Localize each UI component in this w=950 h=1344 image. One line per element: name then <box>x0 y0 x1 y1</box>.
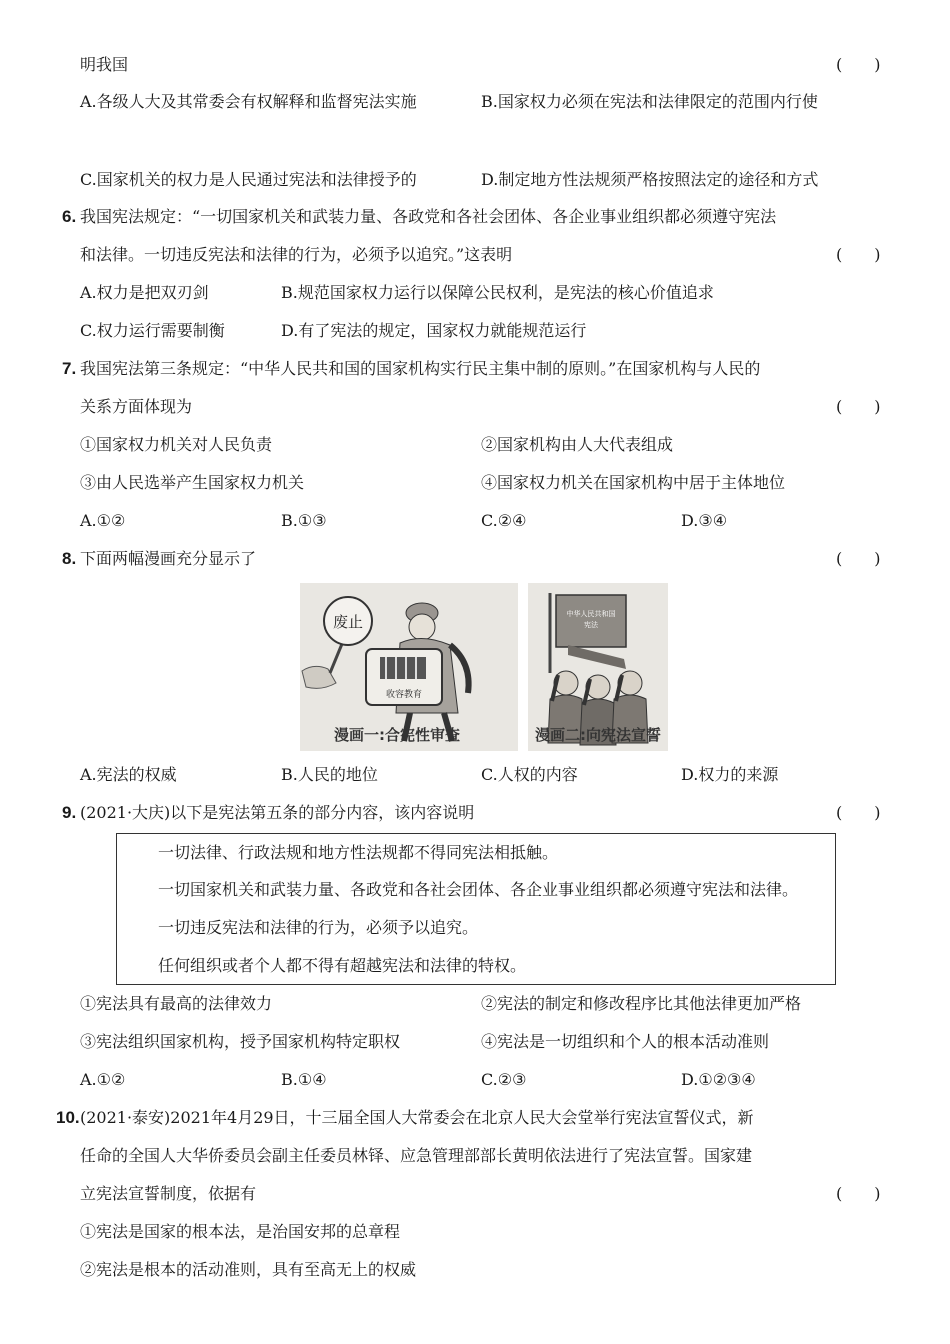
abolish-sign-text: 废止 <box>332 613 364 631</box>
q5-option-c: C.国家机关的权力是人民通过宪法和法律授予的 <box>80 170 417 189</box>
q6-stem-line1: 我国宪法规定：“一切国家机关和武装力量、各政党和各社会团体、各企业事业组织都必须遵守宪法 <box>80 207 777 226</box>
detention-box-label: 收容教育 <box>385 690 423 700</box>
q10-stem-line2: 任命的全国人大华侨委员会副主任委员林铎、应急管理部部长黄明依法进行了宪法宣誓。国家建 <box>80 1146 753 1165</box>
cartoon-1-caption: 漫画一:合宪性审查 <box>334 726 460 744</box>
q6-option-b: B.规范国家权力运行以保障公民权利，是宪法的核心价值追求 <box>281 283 714 302</box>
q8-stem: 下面两幅漫画充分显示了 <box>80 549 257 568</box>
q9-option-b: B.①④ <box>281 1070 327 1089</box>
q5-option-d: D.制定地方性法规须严格按照法定的途径和方式 <box>481 170 819 189</box>
q10-number: 10. <box>56 1108 80 1127</box>
q5-stem-tail: 明我国 <box>80 55 129 74</box>
q8-option-d: D.权力的来源 <box>681 765 779 784</box>
constitution-book-subtitle: 宪法 <box>584 621 598 629</box>
q9-stem: (2021·大庆)以下是宪法第五条的部分内容，该内容说明 <box>80 803 475 822</box>
q6-answer-bracket[interactable]: ( ) <box>836 245 881 264</box>
q10-stem-line1: (2021·泰安)2021年4月29日，十三届全国人大常委会在北京人民大会堂举行宪法宣誓仪式，新 <box>80 1108 754 1127</box>
q10-item-1: ①宪法是国家的根本法，是治国安邦的总章程 <box>80 1222 401 1241</box>
q9-item-3: ③宪法组织国家机构，授予国家机构特定职权 <box>80 1032 401 1051</box>
q8-number: 8. <box>62 549 77 568</box>
cartoon-2-caption: 漫画二:向宪法宣誓 <box>535 726 661 744</box>
q7-item-4: ④国家权力机关在国家机构中居于主体地位 <box>481 473 786 492</box>
q7-number: 7. <box>62 359 77 378</box>
q8-option-b: B.人民的地位 <box>281 765 378 784</box>
q7-option-b: B.①③ <box>281 511 327 530</box>
q9-quote-line1: 一切法律、行政法规和地方性法规都不得同宪法相抵触。 <box>158 843 559 862</box>
q9-option-a: A.①② <box>80 1070 126 1089</box>
q5-answer-bracket[interactable]: ( ) <box>836 55 881 74</box>
q10-answer-bracket[interactable]: ( ) <box>836 1184 881 1203</box>
q6-stem-line2: 和法律。一切违反宪法和法律的行为，必须予以追究。”这表明 <box>80 245 513 264</box>
q7-item-3: ③由人民选举产生国家权力机关 <box>80 473 305 492</box>
q9-answer-bracket[interactable]: ( ) <box>836 803 881 822</box>
q6-option-c: C.权力运行需要制衡 <box>80 321 225 340</box>
q8-answer-bracket[interactable]: ( ) <box>836 549 881 568</box>
q9-quote-line2: 一切国家机关和武装力量、各政党和各社会团体、各企业事业组织都必须遵守宪法和法律。 <box>158 880 799 899</box>
constitution-book-title: 中华人民共和国 <box>566 610 616 618</box>
q7-stem-line2: 关系方面体现为 <box>80 397 193 416</box>
q9-item-1: ①宪法具有最高的法律效力 <box>80 994 273 1013</box>
q7-option-d: D.③④ <box>681 511 728 530</box>
q10-stem-line3: 立宪法宣誓制度，依据有 <box>80 1184 257 1203</box>
q7-answer-bracket[interactable]: ( ) <box>836 397 881 416</box>
q9-option-d: D.①②③④ <box>681 1070 756 1089</box>
q6-number: 6. <box>62 207 77 226</box>
q5-option-b: B.国家权力必须在宪法和法律限定的范围内行使 <box>481 92 818 111</box>
q7-item-1: ①国家权力机关对人民负责 <box>80 435 273 454</box>
q7-option-c: C.②④ <box>481 511 527 530</box>
q7-item-2: ②国家机构由人大代表组成 <box>481 435 674 454</box>
q7-stem-line1: 我国宪法第三条规定：“中华人民共和国的国家机构实行民主集中制的原则。”在国家机构与人民的 <box>80 359 761 378</box>
q10-item-2: ②宪法是根本的活动准则，具有至高无上的权威 <box>80 1260 417 1279</box>
q8-option-c: C.人权的内容 <box>481 765 578 784</box>
q9-item-2: ②宪法的制定和修改程序比其他法律更加严格 <box>481 994 802 1013</box>
q9-item-4: ④宪法是一切组织和个人的根本活动准则 <box>481 1032 770 1051</box>
q9-quote-line4: 任何组织或者个人都不得有超越宪法和法律的特权。 <box>158 956 527 975</box>
q5-option-a: A.各级人大及其常委会有权解释和监督宪法实施 <box>80 92 417 111</box>
q9-quote-line3: 一切违反宪法和法律的行为，必须予以追究。 <box>158 918 479 937</box>
q6-option-a: A.权力是把双刃剑 <box>80 283 209 302</box>
q8-option-a: A.宪法的权威 <box>80 765 177 784</box>
q9-option-c: C.②③ <box>481 1070 527 1089</box>
q6-option-d: D.有了宪法的规定，国家权力就能规范运行 <box>281 321 587 340</box>
q9-number: 9. <box>62 803 77 822</box>
q7-option-a: A.①② <box>80 511 126 530</box>
